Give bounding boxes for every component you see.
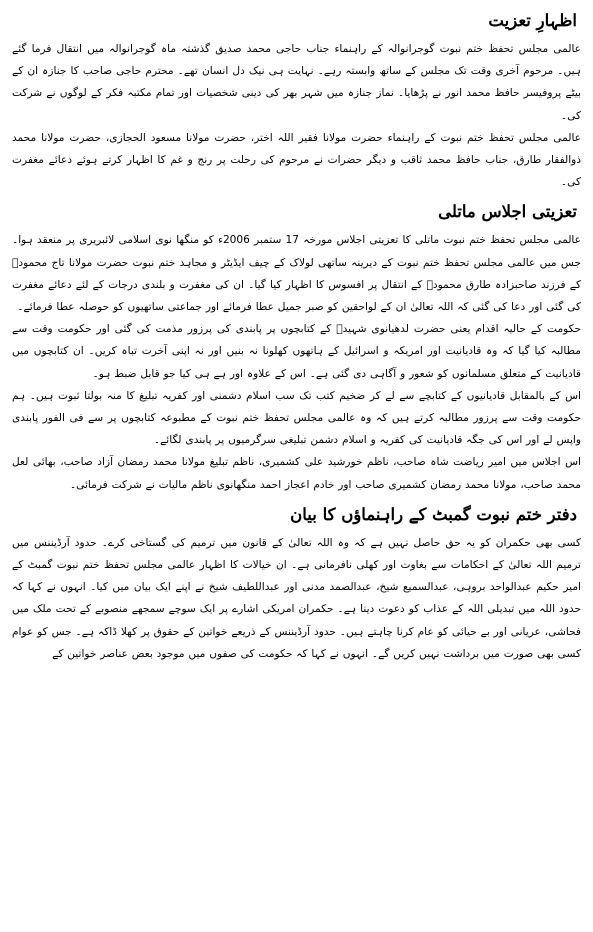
section-heading: دفتر ختم نبوت گمبٹ کے راہنماؤں کا بیان xyxy=(290,504,577,524)
paragraph: عالمی مجلس تحفظ ختم نبوت کے راہنماء حضرت مولانا فقیر اللہ اختر، حضرت مولانا مسعود الحجازی، حضرت مولانا محمد ذوالفقار طارق، جناب حافظ محمد ثاقب و دیگر حضرات نے مرحوم کی رحلت پر رنج و غم کا اظہار کرتے ہوئے دعائے مغفرت کی۔ xyxy=(12,131,581,189)
section-heading: اظہارِ تعزیت xyxy=(488,11,577,30)
section-gambat-statement xyxy=(12,500,581,665)
paragraph: اس اجلاس میں امیر ریاضت شاہ صاحب، ناظم خورشید علی کشمیری، ناظم تبلیغ مولانا محمد رمضان آزاد صاحب، بھائی لعل محمد صاحب، مولانا محمد رمضان کشمیری صاحب اور خادم اعجاز احمد منگھانوی ناظم مالیات نے شرکت فرمائی۔ xyxy=(12,456,581,491)
section-matli-meeting xyxy=(12,197,581,495)
paragraph: کسی بھی حکمران کو یہ حق حاصل نہیں ہے کہ وہ اللہ تعالیٰ کے قانون میں ترمیم کی گستاخی کرے۔ حدود آرڈیننس میں ترمیم اللہ تعالیٰ کے احکامات سے بغاوت اور کھلی نافرمانی ہے۔ ان خیالات کا اظہار عالمی مجلس تحفظ ختم نبوت گمبٹ کے امیر حکیم عبدالواحد بروہی، عبدالسمیع شیخ، عبدالصمد مدنی اور عبداللطیف شیخ نے اپنے ایک بیان میں کیا۔ انہوں نے کہا کہ حدود اللہ میں تبدیلی اللہ کے عذاب کو دعوت دینا ہے۔ حکمران امریکی اشارے پر ایک سوچے سمجھے منصوبے کے تحت ملک میں فحاشی، عریانی اور بے حیائی کو عام کرنا چاہتے ہیں۔ حدود آرڈیننس کے ذریعے خواتین کے حقوق پر کھلا ڈاکہ ہے۔ جس کو عوام کسی بھی صورت میں برداشت نہیں کریں گے۔ انہوں نے کہا کہ حکومت کی صفوں میں موجود بعض عناصر خواتین کے xyxy=(12,536,581,660)
section-heading: تعزیتی اجلاس ماتلی xyxy=(438,202,577,222)
paragraph: عالمی مجلس تحفظ ختم نبوت ماتلی کا تعزیتی اجلاس مورخہ 17 ستمبر 2006ء کو منگھا نوی اسلامی لائبریری پر منعقد ہوا۔ جس میں عالمی مجلس تحفظ ختم نبوت کے دیرینہ ساتھی لولاک کے چیف ایڈیٹر و مجاہد ختم نبوت حضرت مولانا تاج محمودؒ کے فرزند صاحبزادہ طارق محمودؒ کے انتقال پر افسوس کا اظہار کیا گیا۔ ان کی مغفرت و بلندی درجات کے لئے دعائے مغفرت کی گئی اور دعا کی گئی کہ اللہ تعالیٰ ان کے لواحقین کو صبر جمیل عطا فرمائے اور جماعتی ساتھیوں کو حوصلہ عطا فرمائے۔ xyxy=(12,234,581,314)
section-condolence xyxy=(12,6,581,193)
paragraph: اس کے بالمقابل قادیانیوں کے کتابچے سے لے کر ضخیم کتب تک سب اسلام دشمنی اور کفریہ تبلیغ کا منہ بولتا ثبوت ہیں۔ ہم حکومت وقت سے پرزور مطالبہ کرتے ہیں کہ وہ عالمی مجلس تحفظ ختم نبوت کے مطبوعہ کتابچوں پر سے فی الفور پابندی واپس لے اور اس کی جگہ قادیانیت کی کفریہ و اسلام دشمن تبلیغی سرگرمیوں پر پابندی لگائے۔ xyxy=(12,389,581,447)
paragraph: حکومت کے حالیہ اقدام یعنی حضرت لدھیانوی شہیدؒ کے کتابچوں پر پابندی کی پرزور مذمت کی گئی اور حکومت وقت سے مطالبہ کیا گیا کہ وہ قادیانیت اور امریکہ و اسرائیل کے ہاتھوں کھلونا نہ بنیں اور نہ اپنی آخرت تباہ کریں۔ ان کتابچوں میں قادیانیت کے متعلق مسلمانوں کو شعور و آگاہی دی گئی ہے۔ اس کے علاوہ اور ہے ہی کیا جو قابل ضبط ہو۔ xyxy=(12,323,581,380)
paragraph: عالمی مجلس تحفظ ختم نبوت گوجرانوالہ کے راہنماء جناب حاجی محمد صدیق گذشتہ ماہ گوجرانوالہ میں انتقال فرما گئے ہیں۔ مرحوم آخری وقت تک مجلس کے ساتھ وابستہ رہے۔ نہایت ہی نیک دل انسان تھے۔ محترم حاجی صاحب کا جنازہ ان کے بیٹے پروفیسر حافظ محمد انور نے پڑھایا۔ نماز جنازہ میں شہر بھر کی دینی شخصیات اور تمام مکتبہ فکر کے لوگوں نے شرکت کی۔ xyxy=(12,43,581,122)
